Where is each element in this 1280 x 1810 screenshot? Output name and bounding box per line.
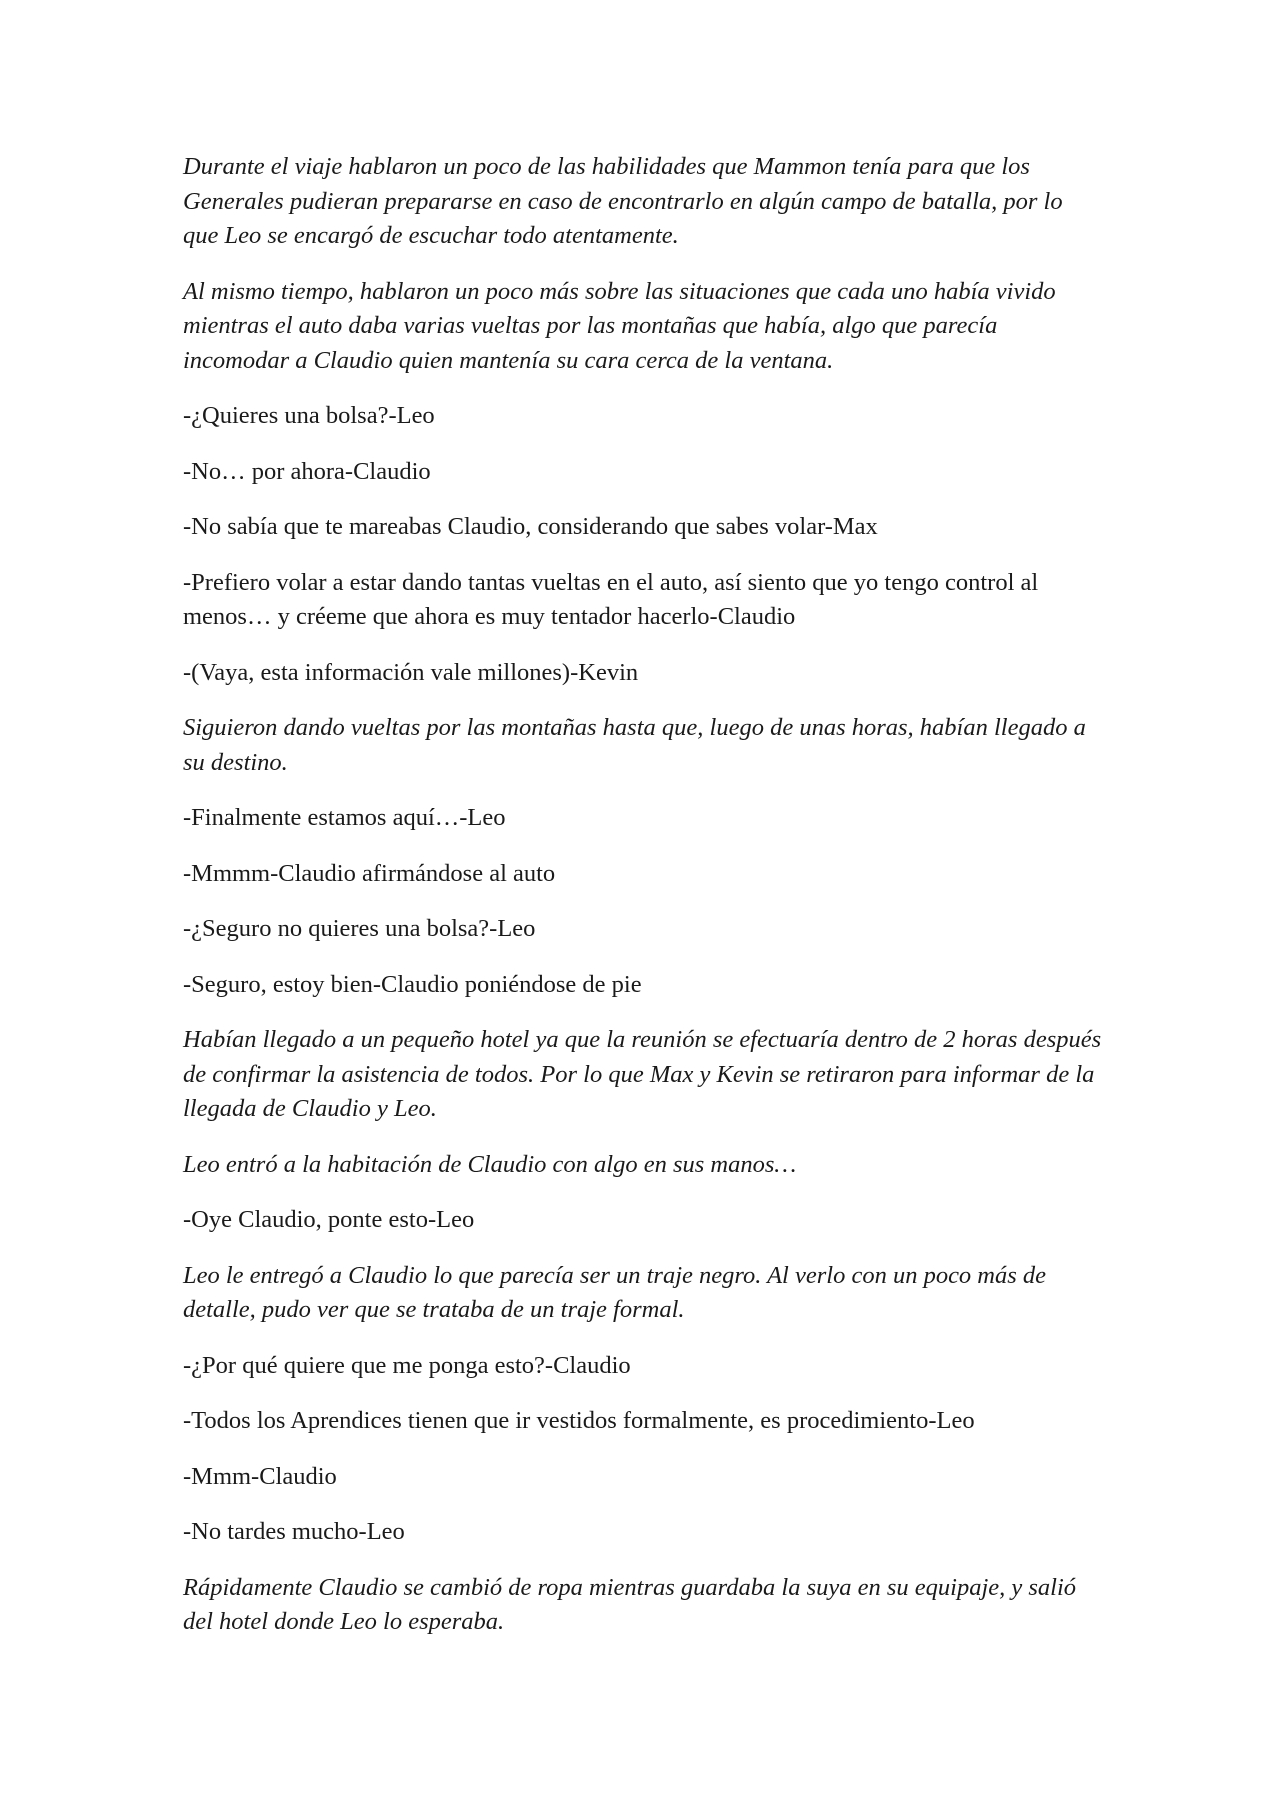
- paragraph-narration: Leo le entregó a Claudio lo que parecía ser un traje negro. Al verlo con un poco más de detalle, pudo ver que se trataba de un traje formal.: [183, 1261, 1047, 1323]
- paragraph-dialogue: -¿Seguro no quieres una bolsa?-Leo: [183, 915, 536, 942]
- paragraph-dialogue: -Mmmm-Claudio afirmándose al auto: [183, 859, 556, 887]
- paragraph-narration: Siguieron dando vueltas por las montañas hasta que, luego de unas horas, habían llegado a su destino.: [183, 714, 1086, 776]
- paragraph-dialogue: -Oye Claudio, ponte esto-Leo: [183, 1206, 475, 1233]
- paragraph-narration: Leo entró a la habitación de Claudio con algo en sus manos…: [183, 1150, 797, 1178]
- paragraph-dialogue: -¿Quieres una bolsa?-Leo: [183, 402, 435, 429]
- paragraph-narration: Rápidamente Claudio se cambió de ropa mientras guardaba la suya en su equipaje, y salió del hotel donde Leo lo esperaba.: [183, 1573, 1077, 1635]
- paragraph-narration: Al mismo tiempo, hablaron un poco más sobre las situaciones que cada uno había vivido mientras el auto daba varias vueltas por las montañas que había, algo que parecía incomodar a Claudio quien mantenía su cara cerca de la ventana.: [183, 277, 1056, 374]
- paragraph-dialogue: -No… por ahora-Claudio: [183, 457, 431, 485]
- paragraph-dialogue: -Todos los Aprendices tienen que ir vestidos formalmente, es procedimiento-Leo: [183, 1407, 975, 1434]
- paragraph-narration: Habían llegado a un pequeño hotel ya que la reunión se efectuaría dentro de 2 horas después de confirmar la asistencia de todos. Por lo que Max y Kevin se retiraron para informar de la llegada de Claudio y Leo.: [183, 1026, 1102, 1122]
- document-body: [183, 150, 1103, 1661]
- paragraph-dialogue: -¿Por qué quiere que me ponga esto?-Claudio: [183, 1351, 631, 1379]
- paragraph-dialogue: -(Vaya, esta información vale millones)-Kevin: [183, 658, 639, 686]
- paragraph-dialogue: -Prefiero volar a estar dando tantas vueltas en el auto, así siento que yo tengo control al menos… y créeme que ahora es muy tentador hacerlo-Claudio: [183, 568, 1039, 630]
- paragraph-narration: Durante el viaje hablaron un poco de las habilidades que Mammon tenía para que los Generales pudieran prepararse en caso de encontrarlo en algún campo de batalla, por lo que Leo se encargó de escuchar todo atentamente.: [183, 153, 1063, 249]
- paragraph-dialogue: -No tardes mucho-Leo: [183, 1518, 405, 1545]
- paragraph-dialogue: -Mmm-Claudio: [183, 1462, 337, 1490]
- paragraph-dialogue: -No sabía que te mareabas Claudio, considerando que sabes volar-Max: [183, 513, 878, 540]
- paragraph-dialogue: -Seguro, estoy bien-Claudio poniéndose de pie: [183, 970, 642, 998]
- paragraph-dialogue: -Finalmente estamos aquí…-Leo: [183, 804, 506, 831]
